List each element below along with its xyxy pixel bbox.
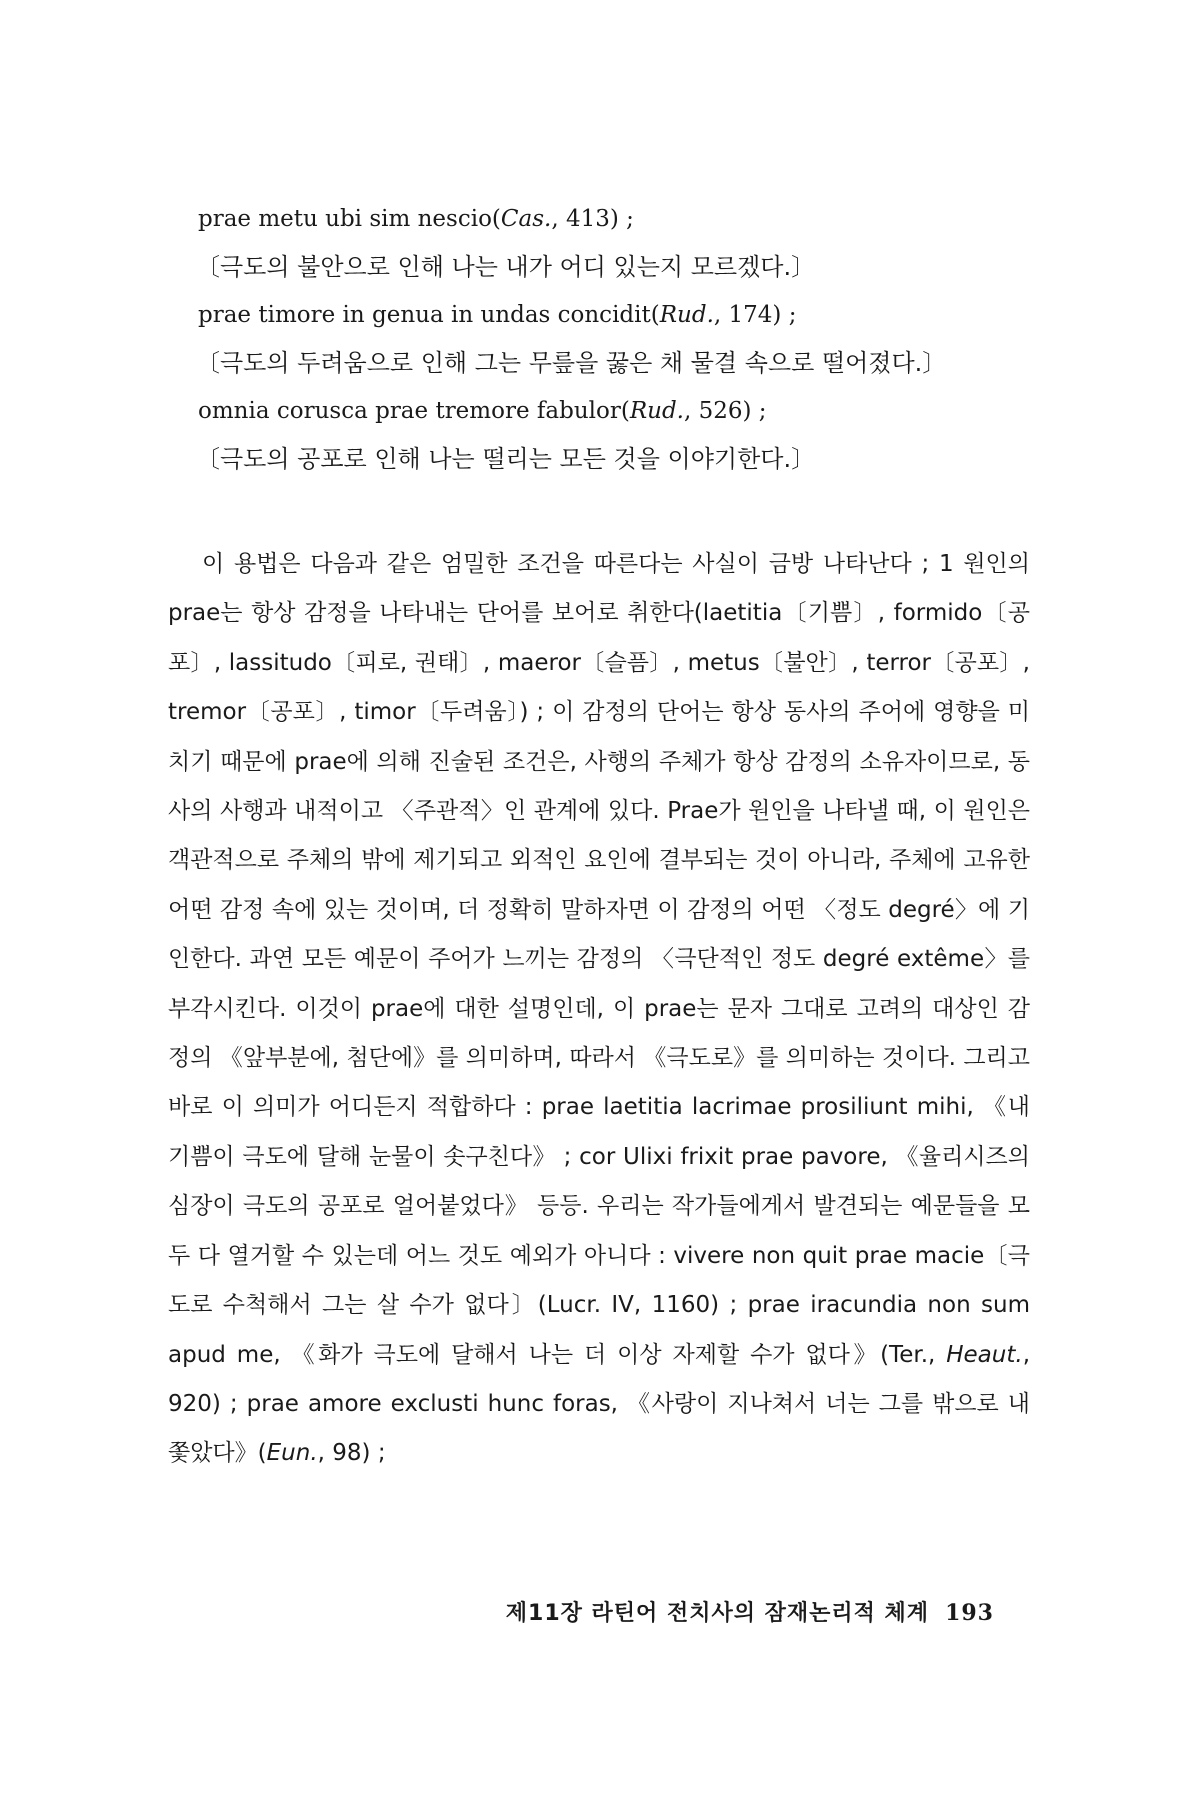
- paragraph-part-1: 이 용법은 다음과 같은 엄밀한 조건을 따른다는 사실이 금방 나타난다 ; 1 원인의 prae는 항상 감정을 나타내는 단어를 보어로 취한다(laetitia〔기쁨〕, formido〔공포〕, lassitudo〔피로, 권태〕, maeror〔슬픔〕, metus〔불안〕, terror〔공포〕, tremor〔공포〕, timor〔두려움〕) ; 이 감정의 단어는 항상 동사의 주어에 영향을 미치기 때문에 prae에 의해 진술된 조건은, 사행의 주체가 항상 감정의 소유자이므로, 동사의 사행과 내적이고 〈주관적〉인 관계에 있다. Prae가 원인을 나타낼 때, 이 원인은 객관적으로 주체의 밖에 제기되고 외적인 요인에 결부되는 것이 아니라, 주체에 고유한 어떤 감정 속에 있는 것이며, 더 정확히 말하자면 이 감정의 어떤 〈정도 degré〉에 기인한다. 과연 모든 예문이 주어가 느끼는 감정의 〈극단적인 정도 degré extême〉를 부각시킨다. 이것이 prae에 대한 설명인데, 이 prae는 문자 그대로 고려의 대상인 감정의 《앞부분에, 첨단에》를 의미하며, 따라서 《극도로》를 의미하는 것이다. 그리고 바로 이 의미가 어디든지 적합하다 : prae laetitia lacrimae prosiliunt mihi, 《내 기쁨이 극도에 달해 눈물이 솟구친다》 ; cor Ulixi frixit prae pavore, 《율리시즈의 심장이 극도의 공포로 얼어붙었다》 등등. 우리는 작가들에게서 발견되는 예문들을 모두 다 열거할 수 있는데 어느 것도 예외가 아니다 : vivere non quit prae macie〔극도로 수척해서 그는 살 수가 없다〕(Lucr. IV, 1160) ; prae iracundia non sum apud me, 《화가 극도에 달해서 나는 더 이상 자제할 수가 없다》(Ter.,: [168, 551, 1030, 1368]
- example-2-source: Rud.: [659, 302, 714, 328]
- source-eun: Eun.: [266, 1440, 318, 1467]
- korean-translation-3: 〔극도의 공포로 인해 나는 떨리는 모든 것을 이야기한다.〕: [196, 445, 816, 473]
- latin-example-1: [196, 202, 1056, 236]
- example-3-source: Rud.: [629, 398, 684, 424]
- example-2-ref: , 174) ;: [713, 302, 797, 328]
- korean-translation-2: 〔극도의 두려움으로 인해 그는 무릎을 꿇은 채 물결 속으로 떨어졌다.〕: [196, 349, 947, 377]
- paragraph-part-2: , 920) ; prae amore exclusti hunc foras, 《사랑이 지나쳐서 너는 그를 밖으로 내쫓았다》(: [168, 1341, 1030, 1467]
- latin-example-2: [196, 298, 1056, 332]
- korean-translation-1: 〔극도의 불안으로 인해 나는 내가 어디 있는지 모르겠다.〕: [196, 253, 816, 281]
- example-3-text: omnia corusca prae tremore fabulor(: [198, 398, 630, 424]
- page-footer: [506, 1596, 994, 1627]
- example-1-source: Cas.: [500, 206, 552, 232]
- chapter-title: 제11장 라틴어 전치사의 잠재논리적 체계: [505, 1601, 930, 1626]
- latin-example-3: [196, 394, 1056, 428]
- example-1-text: prae metu ubi sim nescio(: [198, 206, 501, 232]
- page-number: 193: [945, 1600, 994, 1626]
- body-paragraph: [168, 540, 1030, 1479]
- source-heaut: Heaut.: [946, 1341, 1023, 1368]
- example-2-text: prae timore in genua in undas concidit(: [198, 302, 660, 328]
- example-block: [196, 202, 1056, 490]
- example-3-ref: , 526) ;: [683, 398, 767, 424]
- example-1-ref: , 413) ;: [551, 206, 634, 232]
- paragraph-part-3: , 98) ;: [317, 1440, 386, 1467]
